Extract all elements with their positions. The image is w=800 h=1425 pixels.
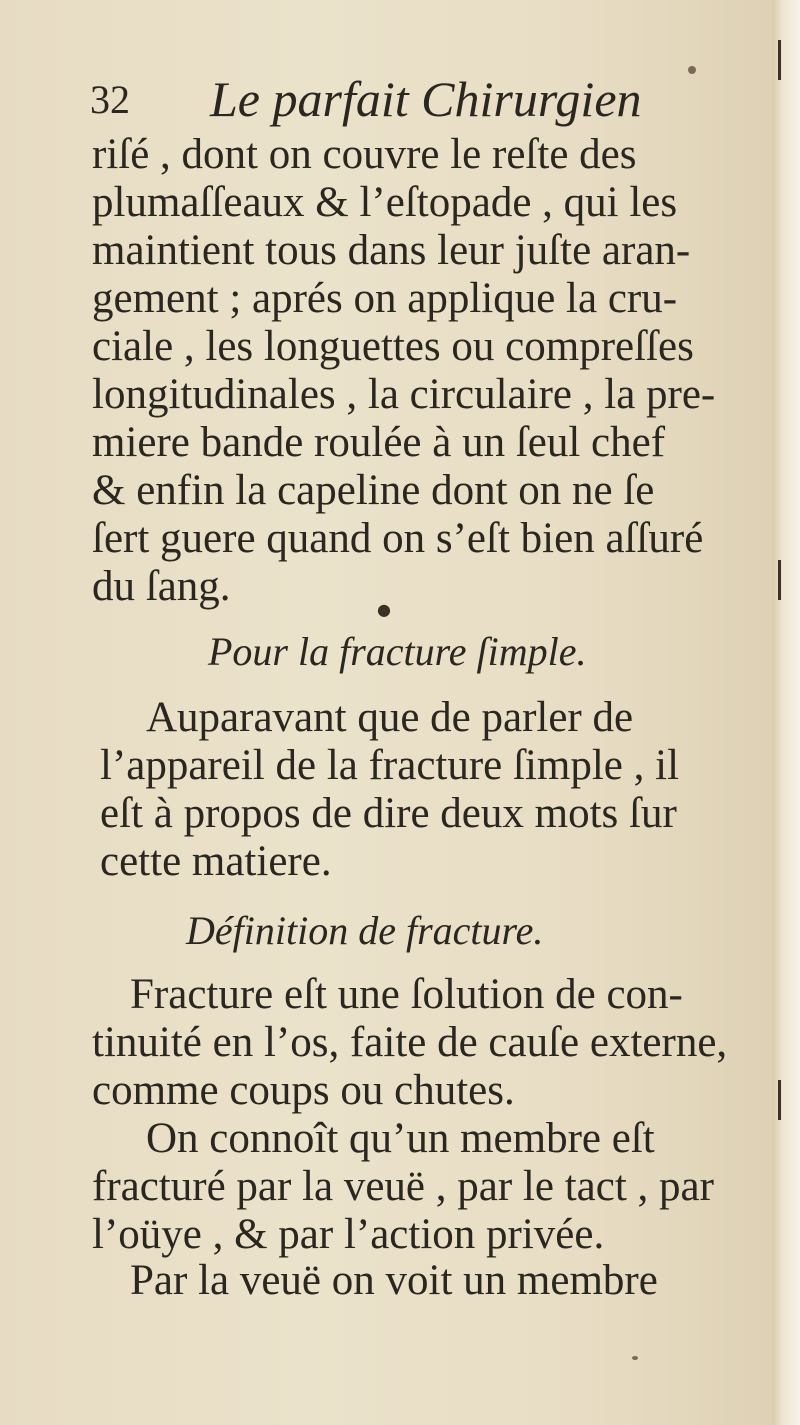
- running-header: [90, 70, 730, 134]
- text-line: & enfin la capeline dont on ne ſe: [92, 467, 655, 514]
- text-line: comme coups ou chutes.: [92, 1067, 515, 1114]
- page-edge: [772, 0, 800, 1425]
- page-edge-mark: [778, 1080, 781, 1120]
- page-edge-mark: [778, 560, 781, 600]
- page-number: 32: [90, 77, 130, 122]
- foxing-spot: [632, 1356, 638, 1360]
- text-line: tinuité en l’os, faite de cauſe externe,: [92, 1019, 728, 1066]
- text-line: maintient tous dans leur juſte aran-: [92, 227, 691, 274]
- text-line: cette matiere.: [100, 838, 332, 885]
- text-line: riſé , dont on couvre le reſte des: [92, 131, 637, 178]
- running-title: Le parfait Chirurgien: [210, 71, 642, 127]
- text-line: l’appareil de la fracture ſimple , il: [100, 742, 680, 789]
- text-line: ciale , les longuettes ou compreſſes: [92, 323, 694, 370]
- text-line: ſert guere quand on s’eſt bien aſſuré: [92, 515, 704, 562]
- text-line: fracturé par la veuë , par le tact , par: [92, 1163, 714, 1210]
- section-heading: Définition de fracture.: [186, 908, 544, 953]
- text-line: miere bande roulée à un ſeul chef: [92, 419, 666, 466]
- text-line: Auparavant que de parler de: [146, 694, 634, 741]
- page-edge-mark: [778, 40, 781, 80]
- text-line: plumaſſeaux & l’eſtopade , qui les: [92, 179, 678, 226]
- foxing-spot: [688, 66, 696, 74]
- text-line: longitudinales , la circulaire , la pre-: [92, 371, 716, 418]
- text-line: du ſang.: [92, 563, 231, 610]
- text-line: Par la veuë on voit un membre: [130, 1257, 658, 1304]
- section-heading: Pour la fracture ſimple.: [208, 629, 587, 674]
- text-line: gement ; aprés on applique la cru-: [92, 275, 678, 322]
- fleuron-ornament: ●: [377, 600, 391, 619]
- text-line: eſt à propos de dire deux mots ſur: [100, 790, 677, 837]
- text-line: On connoît qu’un membre eſt: [146, 1115, 655, 1162]
- text-line: l’oüye , & par l’action privée.: [92, 1211, 605, 1258]
- text-line: Fracture eſt une ſolution de con-: [130, 971, 683, 1018]
